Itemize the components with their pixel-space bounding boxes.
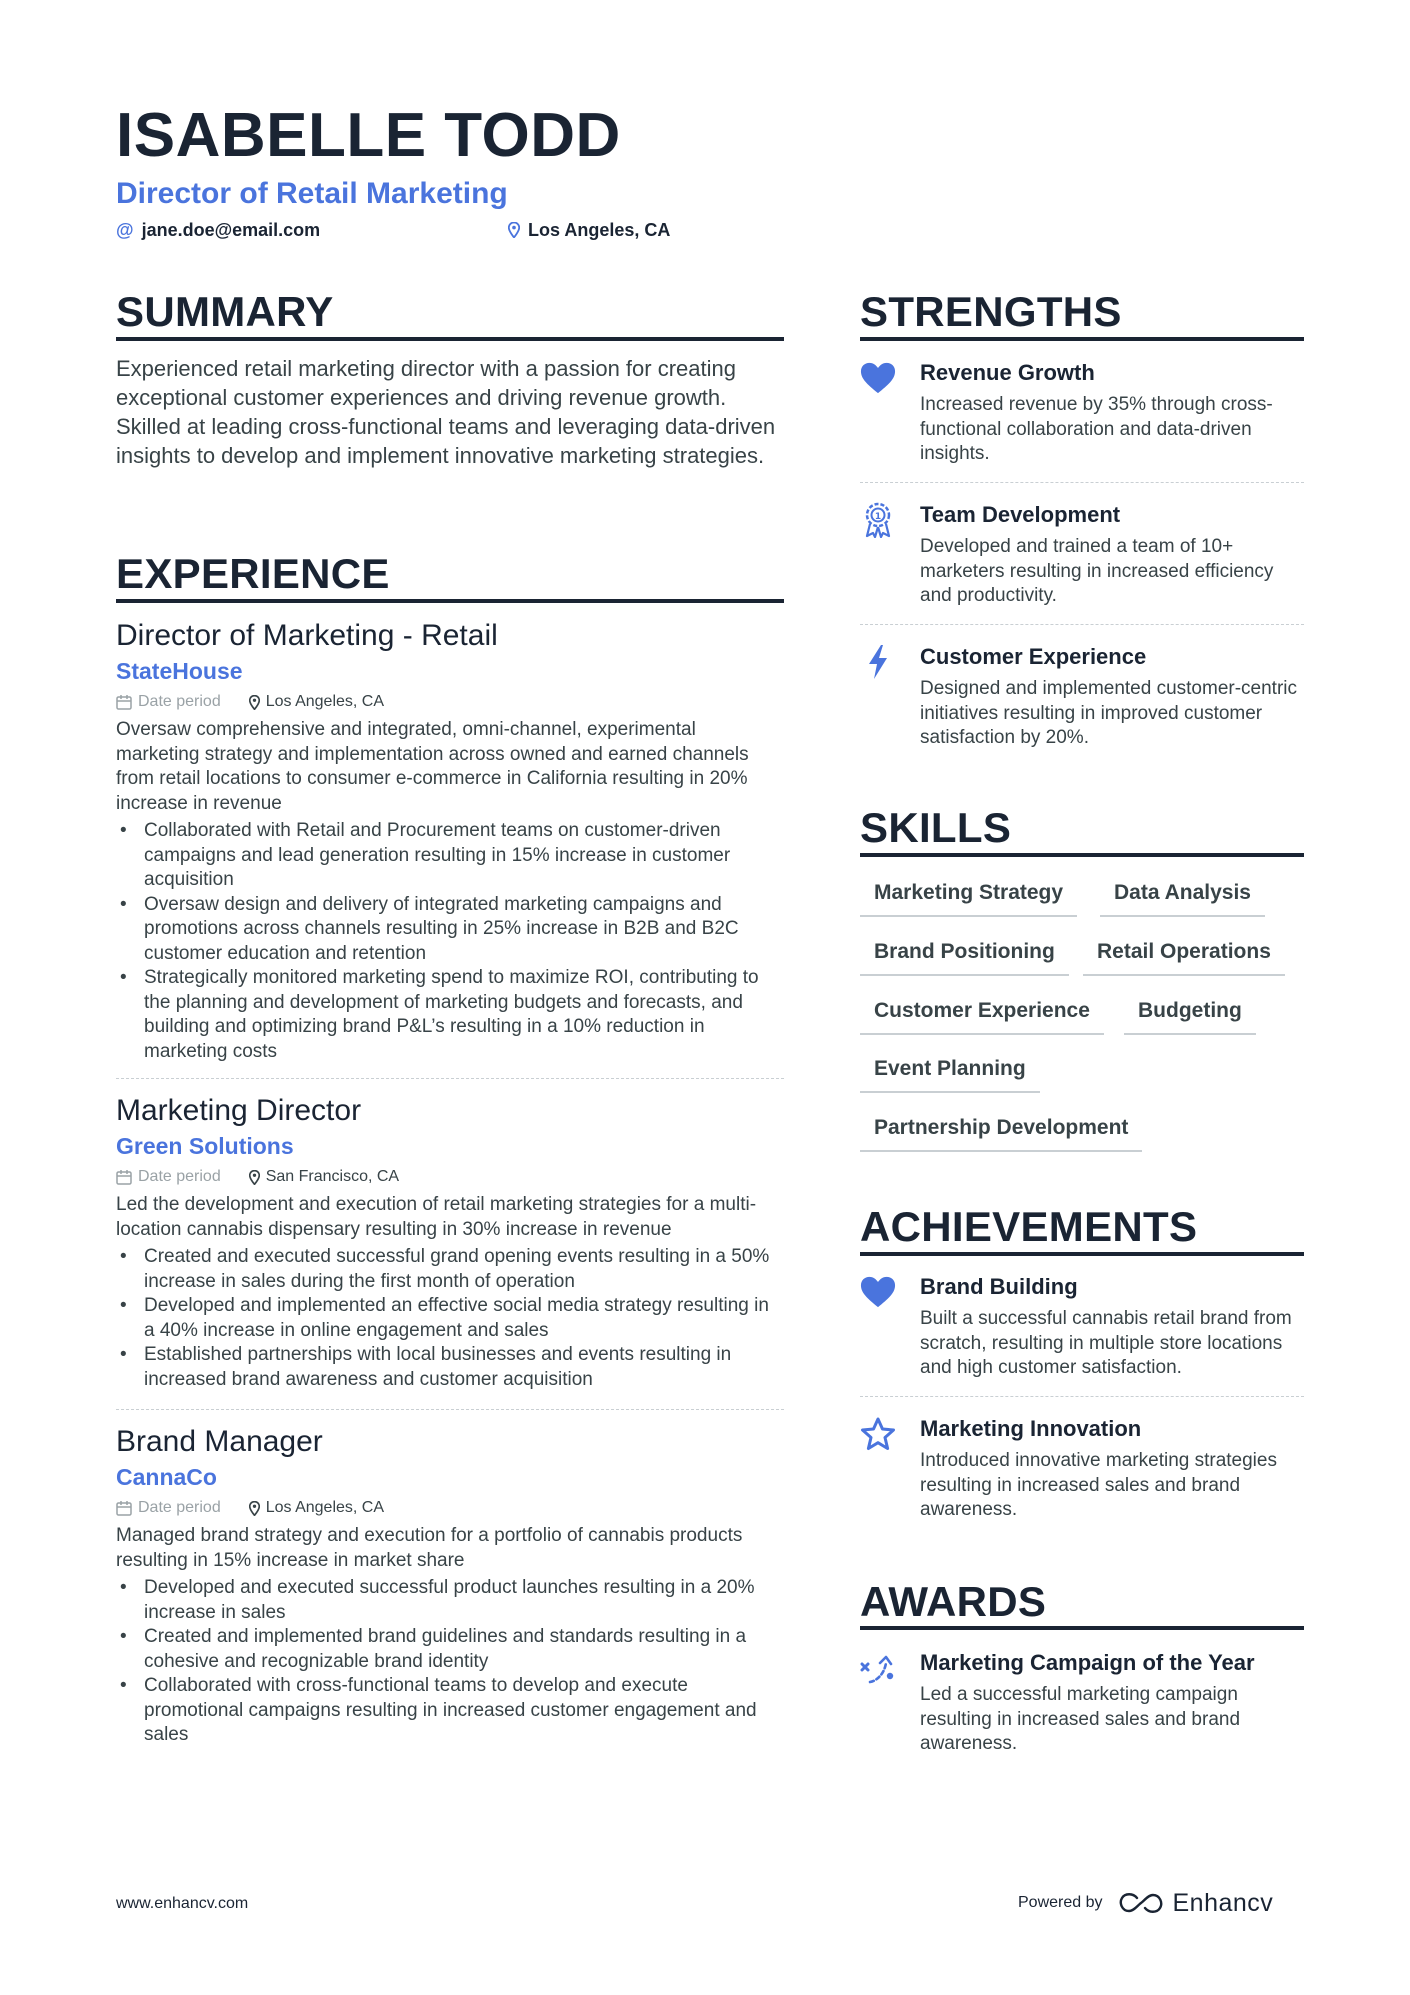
- awards-rule: [860, 1626, 1304, 1630]
- summary-rule: [116, 337, 784, 341]
- candidate-name: ISABELLE TODD: [116, 101, 621, 170]
- job-title: Brand Manager: [116, 1425, 323, 1458]
- experience-heading: EXPERIENCE: [116, 550, 390, 597]
- skill-tag: Marketing Strategy: [860, 879, 1077, 917]
- job-bullet: • Collaborated with Retail and Procurement teams on customer-driven campaigns and lead generation resulting in 15% increase in customer acquisition: [116, 819, 784, 893]
- strength-description: Developed and trained a team of 10+ marketers resulting in increased efficiency and productivity.: [920, 536, 1274, 606]
- job-bullets: [116, 1245, 784, 1392]
- experience-entry: [116, 1424, 784, 1748]
- svg-text:1: 1: [874, 512, 882, 522]
- item-divider: [860, 1396, 1304, 1397]
- achievement-title: Brand Building: [920, 1274, 1078, 1299]
- job-bullet: • Developed and executed successful product launches resulting in a 20% increase in sales: [116, 1576, 784, 1625]
- skills-rule: [860, 853, 1304, 857]
- skill-tag: Partnership Development: [860, 1114, 1142, 1152]
- achievement-title: Marketing Innovation: [920, 1416, 1142, 1441]
- summary-text: Experienced retail marketing director with a passion for creating exceptional customer experiences and driving revenue growth. Skilled at leading cross-functional teams and leveraging data-driven insights to develop and implement innovative marketing strategies.: [116, 356, 776, 468]
- achievements-rule: [860, 1252, 1304, 1256]
- strength-title: Revenue Growth: [920, 360, 1095, 385]
- job-company: StateHouse: [116, 658, 243, 684]
- entry-divider: [116, 1078, 784, 1079]
- job-bullets: [116, 819, 784, 1064]
- strength-item: [860, 642, 1304, 751]
- enhancv-logo[interactable]: [1117, 1890, 1274, 1916]
- location-text: Los Angeles, CA: [528, 220, 671, 240]
- job-bullet: • Established partnerships with local businesses and events resulting in increased brand awareness and customer acquisition: [116, 1343, 784, 1392]
- job-bullet: • Strategically monitored marketing spend to maximize ROI, contributing to the planning and development of marketing budgets and forecasts, and building and optimizing brand P&L’s resulting in a 10% reduction in marketing costs: [116, 966, 784, 1064]
- item-divider: [860, 624, 1304, 625]
- job-meta: [116, 1166, 784, 1188]
- award-item: [860, 1648, 1304, 1757]
- heart-icon: [860, 360, 896, 396]
- job-company: Green Solutions: [116, 1133, 294, 1159]
- award-title: Marketing Campaign of the Year: [920, 1650, 1255, 1675]
- footer-branding: [1018, 1890, 1273, 1916]
- item-divider: [860, 482, 1304, 483]
- skill-tag: Data Analysis: [1100, 879, 1265, 917]
- at-icon: @: [116, 220, 134, 240]
- skill-tag: Event Planning: [860, 1055, 1040, 1093]
- skills-heading: SKILLS: [860, 804, 1012, 851]
- contact-email[interactable]: [116, 217, 320, 243]
- location-pin-icon: [249, 1501, 260, 1516]
- calendar-icon: [116, 694, 132, 710]
- job-description: Led the development and execution of retail marketing strategies for a multi-location cannabis dispensary resulting in 30% increase in revenue: [116, 1194, 757, 1240]
- job-bullet: • Oversaw design and delivery of integrated marketing campaigns and promotions across channels resulting in 25% increase in B2B and B2C customer education and retention: [116, 893, 784, 967]
- calendar-icon: [116, 1500, 132, 1516]
- job-bullet: • Developed and implemented an effective social media strategy resulting in a 40% increase in online engagement and sales: [116, 1294, 784, 1343]
- summary-heading: SUMMARY: [116, 288, 334, 335]
- job-company: CannaCo: [116, 1464, 217, 1490]
- skill-tag: Brand Positioning: [860, 938, 1069, 976]
- heart-icon: [860, 1274, 896, 1310]
- email-text: jane.doe@email.com: [141, 220, 321, 240]
- strength-item: [860, 358, 1304, 467]
- strength-description: Designed and implemented customer-centric initiatives resulting in improved customer satisfaction by 20%.: [920, 678, 1298, 748]
- experience-entry: [116, 1093, 784, 1392]
- skill-tag: Customer Experience: [860, 997, 1104, 1035]
- achievement-description: Introduced innovative marketing strategies resulting in increased sales and brand awareness.: [920, 1450, 1277, 1520]
- strength-item: [860, 500, 1304, 609]
- star-icon: [860, 1416, 896, 1452]
- job-bullet: • Created and implemented brand guidelines and standards resulting in a cohesive and recognizable brand identity: [116, 1625, 784, 1674]
- candidate-title: Director of Retail Marketing: [116, 177, 508, 210]
- job-location: San Francisco, CA: [265, 1168, 400, 1185]
- job-description: Managed brand strategy and execution for a portfolio of cannabis products resulting in 15% increase in market share: [116, 1525, 743, 1571]
- lightning-bolt-icon: [860, 644, 896, 680]
- job-bullet: • Created and executed successful grand opening events resulting in a 50% increase in sales during the first month of operation: [116, 1245, 784, 1294]
- job-date: Date period: [138, 693, 221, 710]
- location-pin-icon: [508, 222, 520, 238]
- job-title: Director of Marketing - Retail: [116, 619, 498, 652]
- job-description: Oversaw comprehensive and integrated, omni-channel, experimental marketing strategy and implementation across owned and earned channels from retail locations to consumer e-commerce in California resulting in 20% increase in revenue: [116, 719, 749, 814]
- enhancv-logo-icon: [1117, 1890, 1165, 1916]
- skill-tag: Budgeting: [1124, 997, 1256, 1035]
- job-location: Los Angeles, CA: [265, 1499, 385, 1516]
- strength-description: Increased revenue by 35% through cross-functional collaboration and data-driven insights.: [920, 394, 1273, 464]
- achievement-item: [860, 1272, 1304, 1381]
- achievement-item: [860, 1414, 1304, 1523]
- award-ribbon-icon: [860, 502, 896, 538]
- job-location: Los Angeles, CA: [265, 693, 385, 710]
- job-date: Date period: [138, 1168, 221, 1185]
- job-bullets: [116, 1576, 784, 1748]
- skill-tag: Retail Operations: [1083, 938, 1285, 976]
- calendar-icon: [116, 1169, 132, 1185]
- footer-website[interactable]: www.enhancv.com: [116, 1895, 249, 1912]
- strategy-icon: [860, 1650, 896, 1686]
- strengths-rule: [860, 337, 1304, 341]
- location-pin-icon: [249, 1170, 260, 1185]
- awards-heading: AWARDS: [860, 1578, 1047, 1625]
- job-meta: [116, 1497, 784, 1519]
- job-meta: [116, 691, 784, 713]
- location-pin-icon: [249, 695, 260, 710]
- strength-title: Customer Experience: [920, 644, 1147, 669]
- achievements-heading: ACHIEVEMENTS: [860, 1203, 1198, 1250]
- entry-divider: [116, 1409, 784, 1410]
- job-bullet: • Collaborated with cross-functional teams to develop and execute promotional campaigns resulting in increased customer engagement and sales: [116, 1674, 784, 1748]
- brand-name: Enhancv: [1172, 1889, 1274, 1917]
- strengths-heading: STRENGTHS: [860, 288, 1122, 335]
- powered-by-label: Powered by: [1018, 1894, 1103, 1911]
- experience-entry: [116, 618, 784, 1064]
- contact-location: [508, 217, 670, 243]
- strength-title: Team Development: [920, 502, 1121, 527]
- achievement-description: Built a successful cannabis retail brand from scratch, resulting in multiple store locations and high customer satisfaction.: [920, 1308, 1292, 1378]
- job-title: Marketing Director: [116, 1094, 362, 1127]
- experience-rule: [116, 599, 784, 603]
- job-date: Date period: [138, 1499, 221, 1516]
- award-description: Led a successful marketing campaign resulting in increased sales and brand awareness.: [920, 1684, 1241, 1754]
